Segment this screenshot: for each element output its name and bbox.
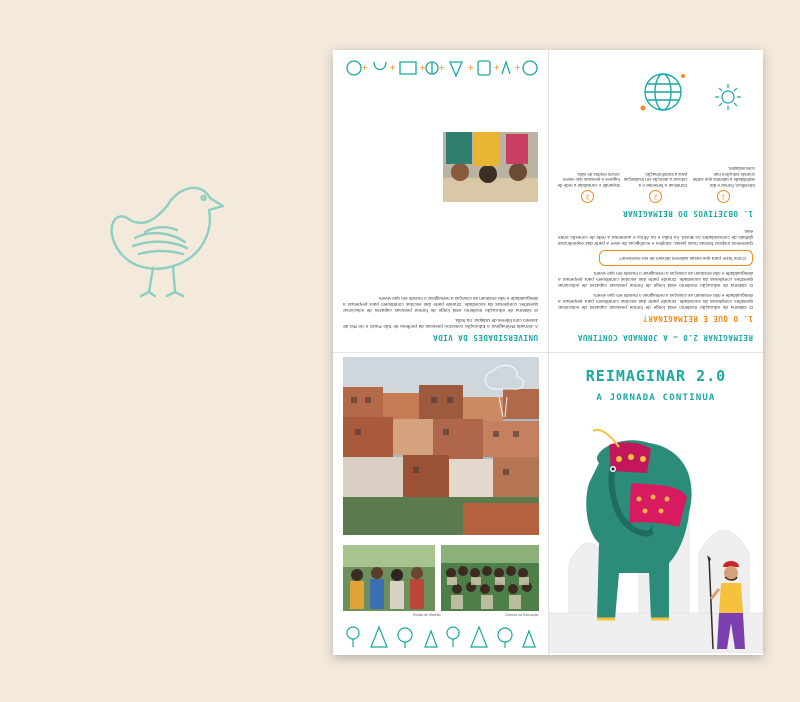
brochure-sheet (333, 50, 763, 655)
group-photo (443, 132, 538, 202)
objective-columns (556, 166, 755, 205)
section-text-3: Queremos inspirar formas mais justas, simples e ecológicas de viver a partir das experiências globais de comunidades no Brasil, na Índia e na África e aumentar a rede de conexão entre elas. (558, 229, 753, 246)
objective-text: Expandir e consolidar a rede de lugares e pessoas que vivem novos modos de vida. (557, 171, 620, 188)
globe-icon (633, 62, 693, 122)
sun-icon (713, 82, 743, 112)
upper-panel-photo (333, 50, 548, 352)
objective-number: 2 (649, 190, 662, 203)
icon-row (340, 56, 540, 80)
section-title: 1. O QUE É REIMAGINAR? (642, 314, 753, 323)
diversity-text-2: O sistema de educação moderno está longe de formar pessoas capazes de solucionar questões complexas da sociedade. Grande parte das escolas contribuem para perpetuar a desigualdade e não ensinam as crianças a reimaginar o mundo em que vivem. (343, 296, 538, 313)
objective-col (624, 166, 688, 205)
rider-illustration (699, 553, 759, 653)
cover-title: REIMAGINAR 2.0 (585, 367, 727, 385)
svg-text:+: + (389, 63, 396, 72)
cover-subtitle: A JORNADA CONTINUA (596, 393, 716, 403)
photo-caption-1: Rodas de Mutirão (413, 613, 441, 617)
svg-text:+: + (467, 63, 474, 72)
svg-text:+: + (438, 63, 445, 72)
photo-caption-2: Cinema na Educação (505, 613, 539, 617)
upper-panel-text (548, 50, 763, 352)
objective-text: Identificar, formar e dar visibilidade a talentos que estão criando soluções nas comunidades. (692, 166, 755, 188)
svg-text:+: + (493, 63, 500, 72)
group-photo-2 (441, 545, 539, 611)
svg-text:+: + (514, 63, 521, 72)
photo-panel (333, 353, 548, 655)
highlight-box: Como fazer para que essas saberes deixem de ser invisíveis? (599, 250, 753, 266)
diversity-text: A Jornada Reimaginar a Educação conectou pessoas da periferia de São Paulo e do Rio de Janeiro com líderes de Udaipur, na Índia. (343, 318, 538, 329)
objective-text: Continuar a fomentar e a colocar a atenção em mudanças para a transformação. (623, 171, 688, 188)
favela-photo (343, 357, 539, 535)
cover-panel (549, 353, 763, 655)
tree-icon-row (343, 623, 539, 649)
objective-col (691, 166, 755, 205)
group-photo-1 (343, 545, 435, 611)
objective-number: 3 (581, 190, 594, 203)
svg-text:+: + (419, 63, 426, 72)
section-text-2: O sistema de educação moderno está longe de formar pessoas capazes de solucionar questões complexas da sociedade. Grande parte das escolas contribuem para perpetuar a desigualdade e não ensinam as crianças a reimaginar o mundo em que vivem. (558, 271, 753, 288)
header-title: REIMAGINAR 2.0 – A JORNADA CONTINUA (577, 333, 753, 342)
elephant-illustration (569, 423, 709, 623)
diversity-title: UNIVERSIDADES DA VIDA (432, 333, 538, 342)
objective-col (556, 166, 620, 205)
section-text: O sistema de educação moderno está longe de formar pessoas capazes de solucionar questões complexas da sociedade. Grande parte das escolas contribuem para perpetuar a desigualdade e não ensinam as crianças a reimaginar o mundo em que vivem. (558, 293, 753, 310)
section-title-2: 1. OBJETIVOS DO REIMAGINAR (622, 209, 753, 218)
svg-text:+: + (361, 63, 368, 72)
bird-icon (95, 168, 230, 303)
objective-number: 1 (717, 190, 730, 203)
